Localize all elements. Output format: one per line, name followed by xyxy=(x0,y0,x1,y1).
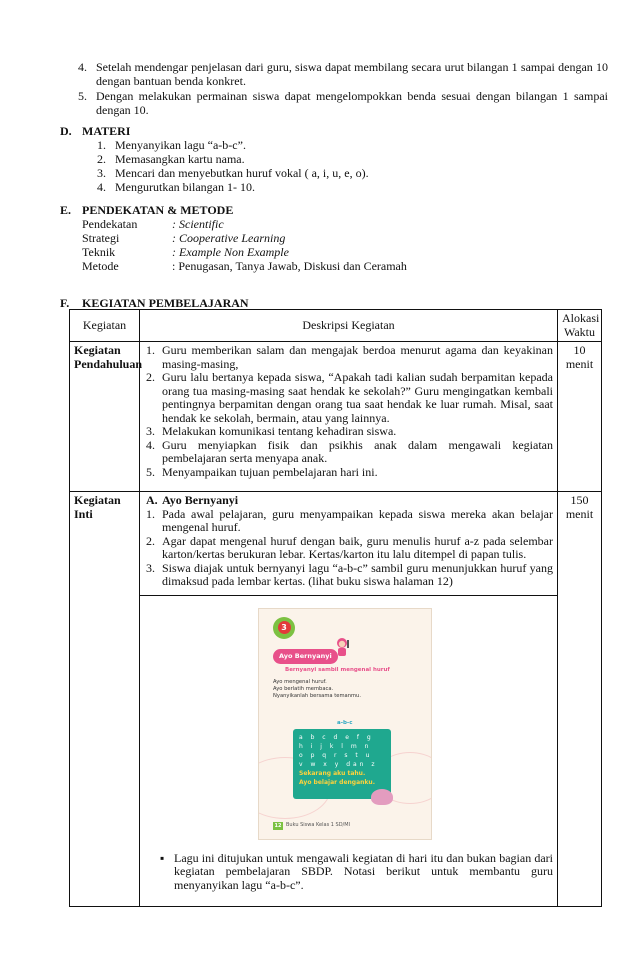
inti-list xyxy=(144,508,553,589)
list-item: 5. Dengan melakukan permainan siswa dapat mengelompokkan benda sesuai dengan bilangan 1 sampai dengan 10. xyxy=(78,89,608,117)
table-row xyxy=(70,492,602,907)
girl-illustration-icon xyxy=(333,637,351,659)
list-item: ▪ Lagu ini ditujukan untuk mengawali kegiatan di hari itu dan bukan bagian dari kegiatan pembelajaran SBDP. Notasi berikut untuk membantu guru menyanyikan lagu “a-b-c”. xyxy=(160,850,553,892)
materi-list xyxy=(97,138,597,194)
intro-list xyxy=(78,60,608,117)
book-footer: 12 Buku Siswa Kelas 1 SD/MI xyxy=(274,822,351,829)
note-list xyxy=(140,852,557,907)
ayo-bernyanyi-heading: A. Ayo Bernyanyi xyxy=(146,493,239,507)
list-item: 2. Agar dapat mengenal huruf dengan baik, guru menulis huruf a-z pada selembar karton/kertas berukuran lebar. Kertas/karton itu lalu ditempel di papan tulis. xyxy=(146,533,553,561)
list-item: 4. Mengurutkan bilangan 1- 10. xyxy=(97,180,255,194)
section-e-heading: E. PENDEKATAN & METODE xyxy=(60,203,234,217)
cat-illustration-icon xyxy=(371,789,393,805)
list-item: 3. Mencari dan menyebutkan huruf vokal ( a, i, u, e, o). xyxy=(97,166,369,180)
strategi-row: Strategi : Cooperative Learning xyxy=(82,231,286,245)
inti-description xyxy=(140,492,558,907)
header-kegiatan: Kegiatan xyxy=(70,310,140,342)
list-item: 1. Guru memberikan salam dan mengajak berdoa menurut agama dan keyakinan masing-masing, xyxy=(146,343,553,371)
list-item: 4. Setelah mendengar penjelasan dari guru, siswa dapat membilang secara urut bilangan 1 sampai dengan 10 dengan bantuan benda konkret. xyxy=(78,60,608,88)
row-label-inti: Kegiatan Inti xyxy=(70,492,140,907)
table-row xyxy=(70,342,602,492)
row-label-pendahuluan: Kegiatan Pendahuluan xyxy=(70,342,140,492)
list-item: 3. Siswa diajak untuk bernyanyi lagu “a-b-c” sambil guru menunjukkan huruf yang dimaksud pada lembar kertas. (lihat buku siswa halaman 12) xyxy=(146,560,553,588)
letter-board: a b c d e f g h i j k l m n o p q r s t u v w x y dan z Sekarang aku tahu. Ayo belajar denganku. xyxy=(293,729,391,799)
textbook-page-image xyxy=(258,608,432,840)
section-d-heading: D. MATERI xyxy=(60,124,131,138)
book-subtitle: Bernyanyi sambil mengenal huruf xyxy=(285,666,390,673)
header-alokasi: Alokasi Waktu xyxy=(558,310,602,342)
song-title: a-b-c xyxy=(337,719,353,726)
header-deskripsi: Deskripsi Kegiatan xyxy=(140,310,558,342)
pendahuluan-list xyxy=(144,344,553,479)
list-item: 3. Melakukan komunikasi tentang kehadiran siswa. xyxy=(146,424,397,438)
section-f-heading: F. KEGIATAN PEMBELAJARAN xyxy=(60,296,249,310)
time-inti: 150 menit xyxy=(558,492,602,907)
kegiatan-table xyxy=(69,309,602,907)
list-item: 2. Guru lalu bertanya kepada siswa, “Apakah tadi kalian sudah berpamitan kepada orang tua masing-masing saat hendak ke sekolah?” Guru mengingatkan kembali pentingnya berpamitan dengan orang tua saat hendak ke luar rumah. Misal, saat hendak ke sekolah, bermain, atau yang lainnya. xyxy=(146,370,553,425)
time-pendahuluan: 10 menit xyxy=(558,342,602,492)
bullet-icon: ▪ xyxy=(160,850,165,865)
table-header-row xyxy=(70,310,602,342)
book-lyrics: Ayo mengenal huruf. Ayo berlatih membaca. Nyanyikanlah bersama temanmu. xyxy=(273,678,361,699)
ayo-bernyanyi-pill: Ayo Bernyanyi xyxy=(273,649,338,665)
list-item: 1. Pada awal pelajaran, guru menyampaikan kepada siswa mereka akan belajar mengenal huruf. xyxy=(146,506,553,534)
list-item: 1. Menyanyikan lagu “a-b-c”. xyxy=(97,138,246,152)
list-item: 4. Guru menyiapkan fisik dan psikhis anak dalam mengawali kegiatan pembelajaran serta menyapa anak. xyxy=(146,437,553,465)
chapter-badge: 3 xyxy=(273,617,295,639)
metode-row: Metode : Penugasan, Tanya Jawab, Diskusi dan Ceramah xyxy=(82,259,407,273)
pendahuluan-description xyxy=(140,342,558,492)
list-item: 5. Menyampaikan tujuan pembelajaran hari ini. xyxy=(146,464,378,479)
pendekatan-row: Pendekatan : Scientific xyxy=(82,217,224,231)
teknik-row: Teknik : Example Non Example xyxy=(82,245,289,259)
list-item: 2. Memasangkan kartu nama. xyxy=(97,152,245,166)
